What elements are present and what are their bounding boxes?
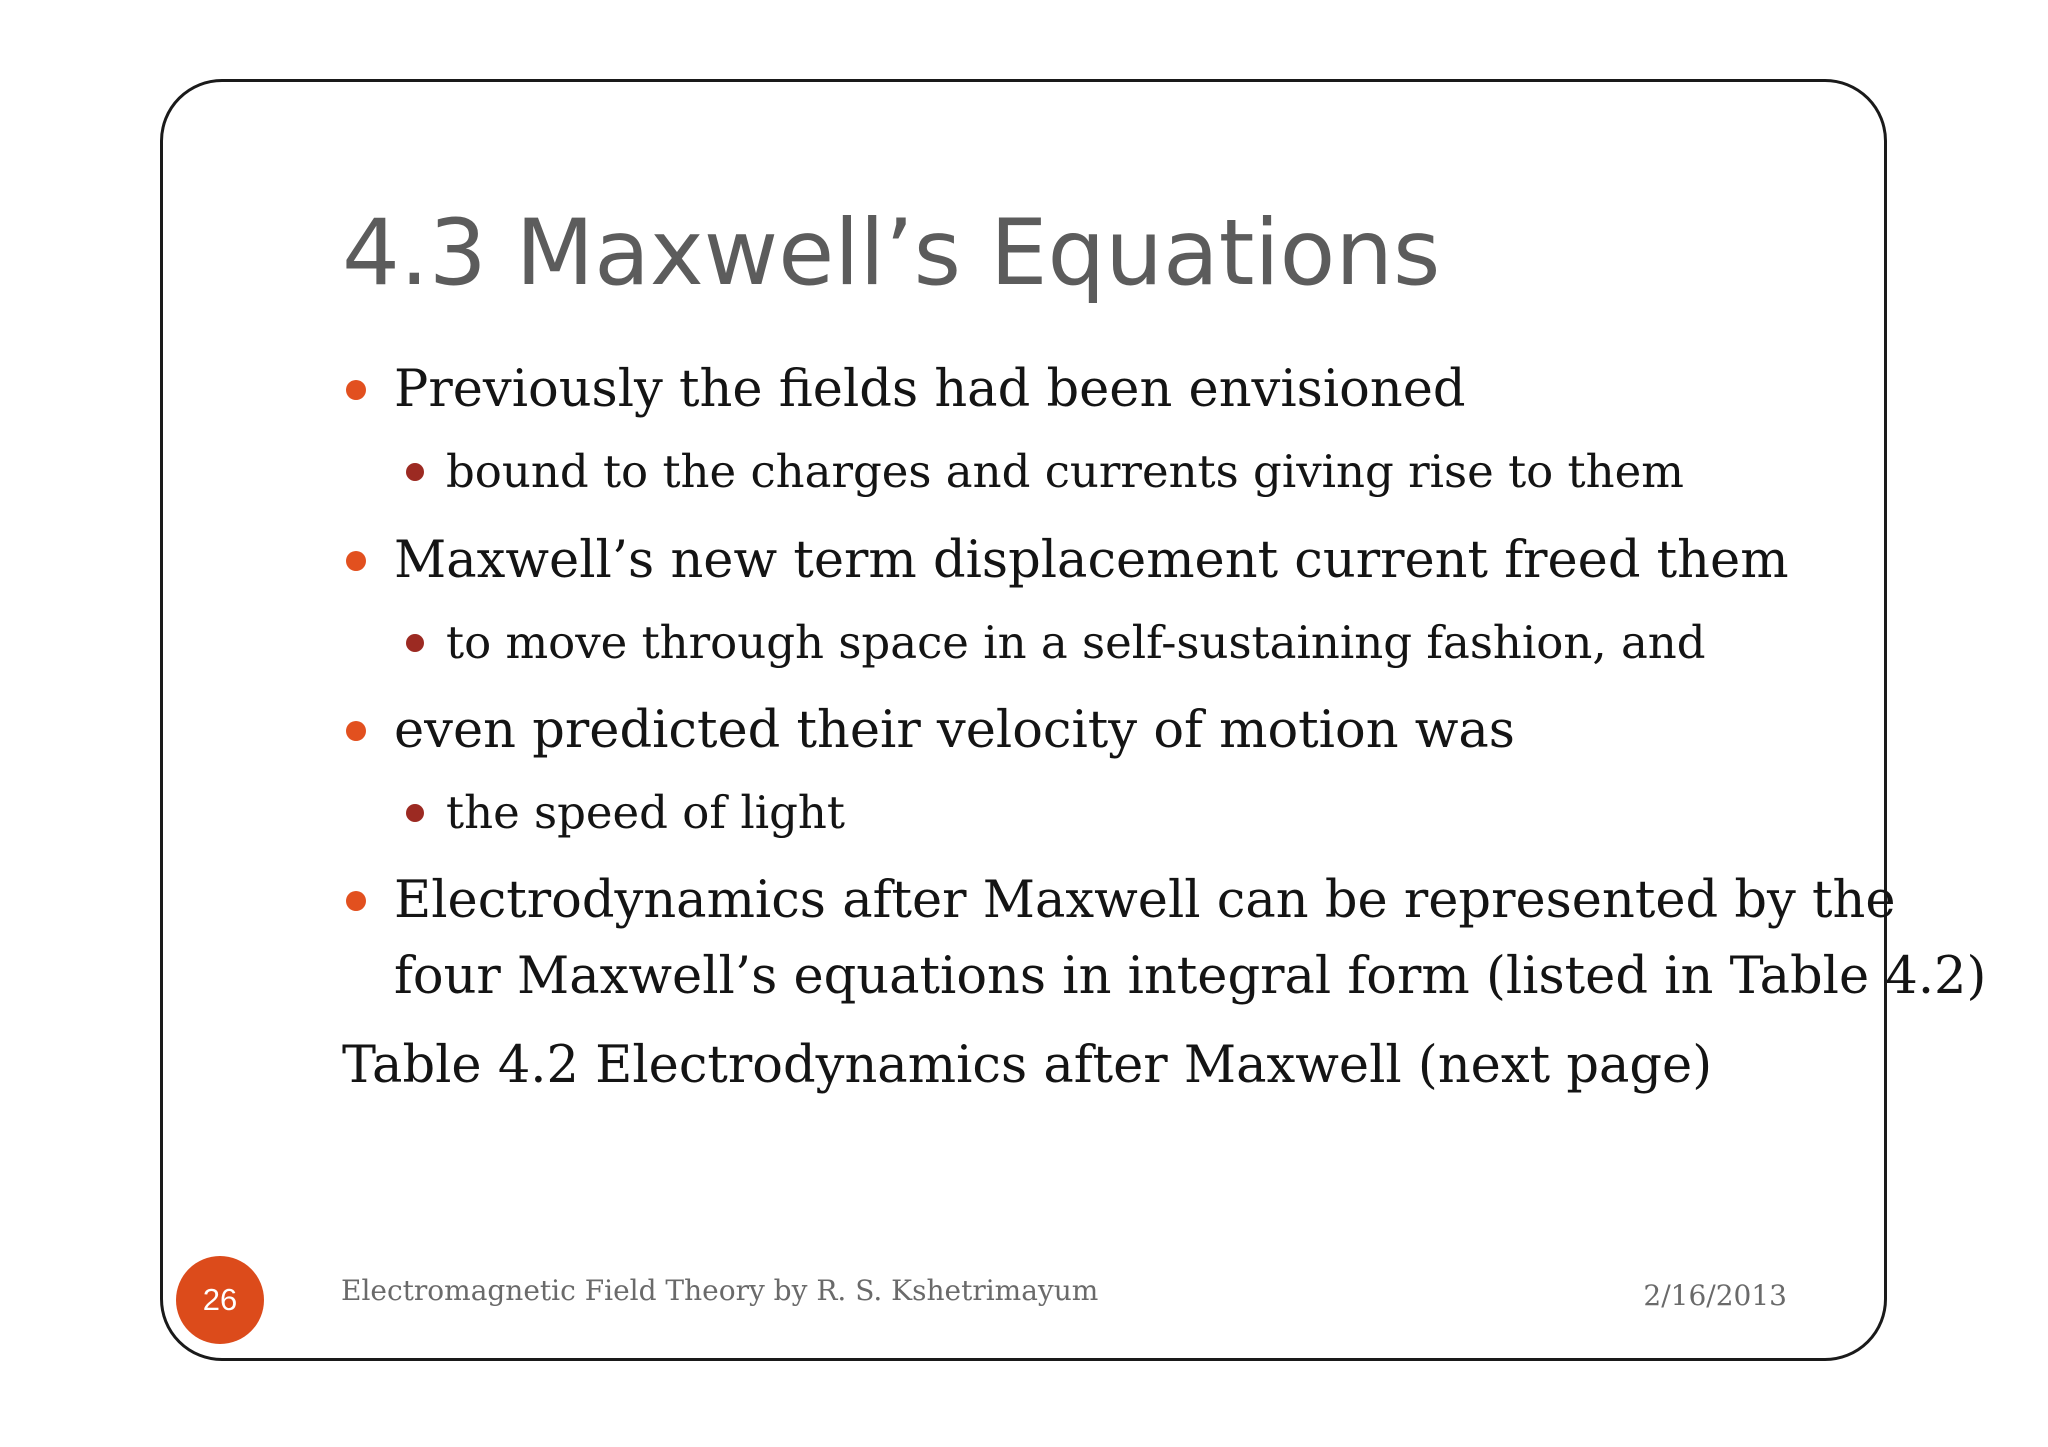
bullet-item-line-2: four Maxwell’s equations in integral form (listed in Table 4.2) — [394, 947, 1987, 1006]
footer-date: 2/16/2013 — [1643, 1279, 1787, 1312]
bullet-item: Maxwell’s new term displacement current freed them — [394, 531, 1789, 590]
sub-bullet-item: to move through space in a self-sustaining fashion, and — [446, 616, 1706, 669]
bullet-dot-icon — [346, 721, 366, 741]
bullet-dot-icon — [346, 380, 366, 400]
bullet-item: Previously the fields had been envisioned — [394, 360, 1466, 419]
bullet-dot-icon — [346, 551, 366, 571]
sub-bullet-item: bound to the charges and currents giving rise to them — [446, 445, 1684, 498]
bullet-item-line-1: Electrodynamics after Maxwell can be represented by the — [394, 871, 1896, 930]
sub-bullet-dot-icon — [406, 634, 424, 652]
page-number-badge: 26 — [176, 1256, 264, 1344]
sub-bullet-dot-icon — [406, 804, 424, 822]
slide-title: 4.3 Maxwell’s Equations — [342, 201, 1441, 306]
bullet-item: even predicted their velocity of motion was — [394, 701, 1515, 760]
sub-bullet-item: the speed of light — [446, 786, 845, 839]
footer-text: Electromagnetic Field Theory by R. S. Kshetrimayum — [341, 1274, 1099, 1307]
table-caption: Table 4.2 Electrodynamics after Maxwell (next page) — [342, 1036, 1713, 1095]
bullet-dot-icon — [346, 891, 366, 911]
sub-bullet-dot-icon — [406, 463, 424, 481]
